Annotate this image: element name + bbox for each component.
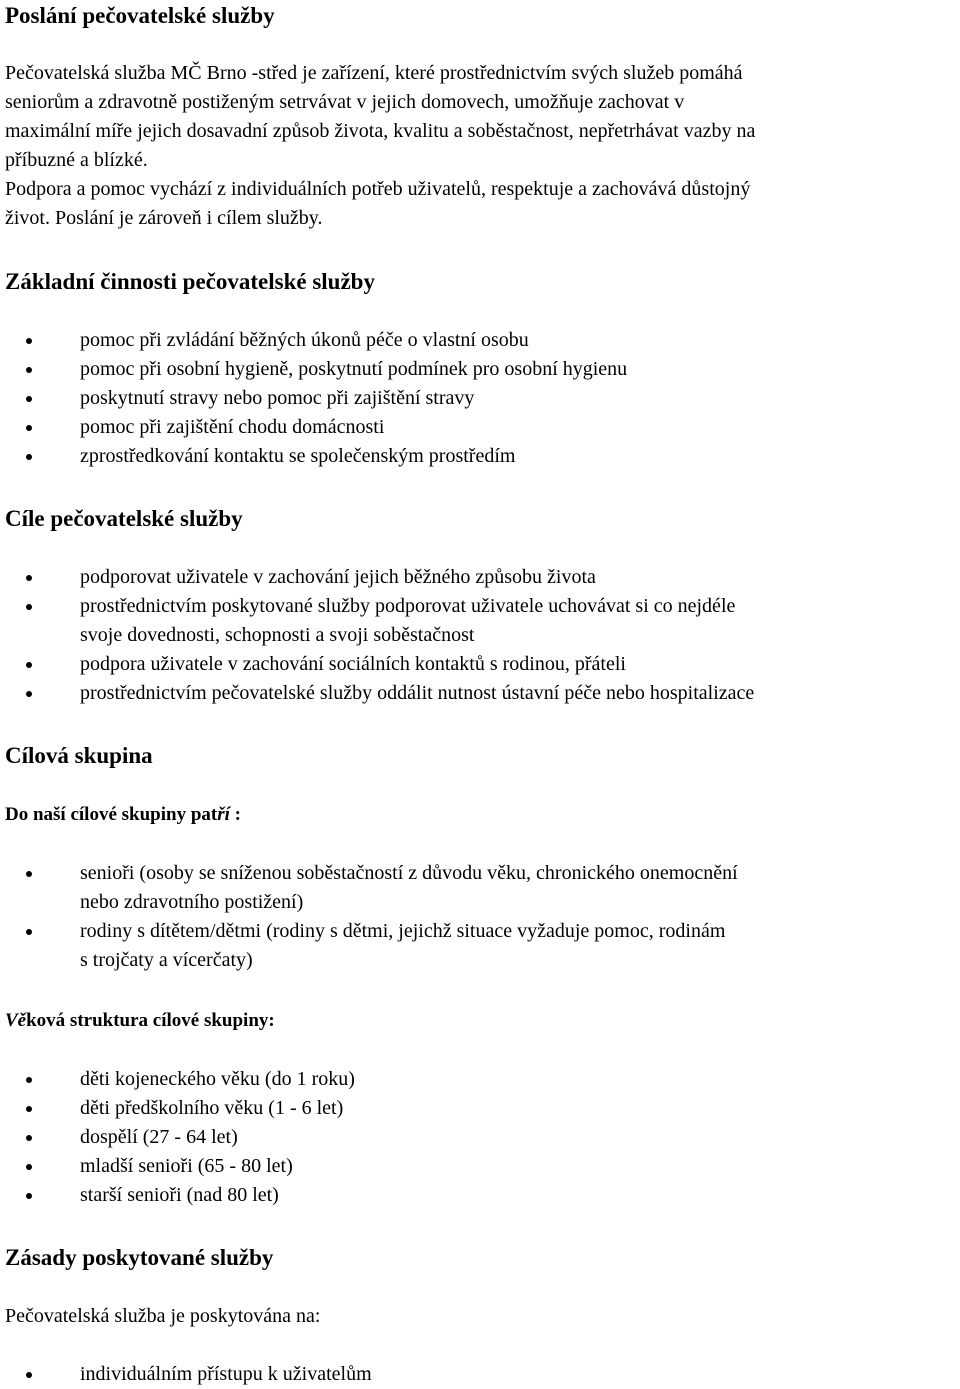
bullet-icon <box>26 454 32 460</box>
bullet-icon <box>26 604 32 610</box>
list-item-text: zprostředkování kontaktu se společenským prostředím <box>80 445 516 467</box>
list-item-text: prostřednictvím poskytované služby podporovat uživatele uchovávat si co nejdéle <box>80 595 736 617</box>
subheading-suffix: : <box>229 804 241 825</box>
list-item-text: starší senioři (nad 80 let) <box>80 1184 279 1206</box>
list-item <box>0 859 960 917</box>
heading-cile: Cíle pečovatelské služby <box>5 506 243 531</box>
list-item-text: pomoc při zvládání běžných úkonů péče o vlastní osobu <box>80 329 529 351</box>
zasady-intro-text: Pečovatelská služba je poskytována na: <box>5 1305 321 1327</box>
list-item <box>0 592 960 650</box>
bullet-icon <box>26 338 32 344</box>
list-item <box>0 650 960 679</box>
bullet-icon <box>26 1372 32 1378</box>
list-item <box>0 1152 960 1181</box>
list-item-text: prostřednictvím pečovatelské služby oddálit nutnost ústavní péče nebo hospitalizace <box>80 682 755 704</box>
list-item <box>0 326 960 355</box>
list-item <box>0 1123 960 1152</box>
list-item-text: pomoc při zajištění chodu domácnosti <box>80 416 385 438</box>
cinnosti-list <box>0 326 960 471</box>
list-item <box>0 442 960 471</box>
poslani-line: příbuzné a blízké. <box>5 149 148 171</box>
subheading-italic-text: ří <box>217 804 230 825</box>
list-item <box>0 1360 960 1389</box>
cilova-skupina-list <box>0 859 960 975</box>
bullet-icon <box>26 691 32 697</box>
list-item-text: děti předškolního věku (1 - 6 let) <box>80 1097 344 1119</box>
list-item <box>0 384 960 413</box>
bullet-icon <box>26 1193 32 1199</box>
subheading-text: ková struktura cílové skupiny: <box>26 1010 275 1031</box>
heading-zasady: Zásady poskytované služby <box>5 1245 274 1270</box>
list-item-text: s trojčaty a vícerčaty) <box>80 949 253 971</box>
list-item <box>0 413 960 442</box>
list-item <box>0 917 960 975</box>
list-item <box>0 1065 960 1094</box>
subheading-cilova-skupina <box>5 802 241 828</box>
list-item-text: dospělí (27 - 64 let) <box>80 1126 238 1148</box>
bullet-icon <box>26 425 32 431</box>
bullet-icon <box>26 1077 32 1083</box>
list-item <box>0 563 960 592</box>
list-item-text: děti kojeneckého věku (do 1 roku) <box>80 1068 355 1090</box>
bullet-icon <box>26 871 32 877</box>
subheading-vekova-struktura <box>5 1008 275 1034</box>
subheading-text: Do naší cílové skupiny pat <box>5 804 218 825</box>
poslani-line: život. Poslání je zároveň i cílem služby. <box>5 207 323 229</box>
bullet-icon <box>26 1164 32 1170</box>
list-item-text: individuálním přístupu k uživatelům <box>80 1363 372 1385</box>
list-item-text: rodiny s dítětem/dětmi (rodiny s dětmi, jejichž situace vyžaduje pomoc, rodinám <box>80 920 726 942</box>
bullet-icon <box>26 367 32 373</box>
heading-poslani: Poslání pečovatelské služby <box>5 3 275 28</box>
bullet-icon <box>26 575 32 581</box>
list-item-text: pomoc při osobní hygieně, poskytnutí podmínek pro osobní hygienu <box>80 358 628 380</box>
list-item <box>0 355 960 384</box>
list-item-text: senioři (osoby se sníženou soběstačností z důvodu věku, chronického onemocnění <box>80 862 738 884</box>
list-item-text: podporovat uživatele v zachování jejich běžného způsobu života <box>80 566 596 588</box>
heading-cilova-skupina: Cílová skupina <box>5 743 153 768</box>
list-item-text: mladší senioři (65 - 80 let) <box>80 1155 293 1177</box>
zasady-list <box>0 1360 960 1389</box>
poslani-line: seniorům a zdravotně postiženým setrvávat v jejich domovech, umožňuje zachovat v <box>5 91 685 113</box>
poslani-paragraph <box>5 59 955 233</box>
vekova-struktura-list <box>0 1065 960 1210</box>
list-item-text: svoje dovednosti, schopnosti a svoji soběstačnost <box>80 624 475 646</box>
bullet-icon <box>26 929 32 935</box>
list-item <box>0 1181 960 1210</box>
cile-list <box>0 563 960 708</box>
zasady-intro <box>5 1302 955 1331</box>
list-item <box>0 679 960 708</box>
list-item <box>0 1094 960 1123</box>
poslani-line: Podpora a pomoc vychází z individuálních potřeb uživatelů, respektuje a zachovává důstojný <box>5 178 751 200</box>
list-item-text: podpora uživatele v zachování sociálních kontaktů s rodinou, přáteli <box>80 653 626 675</box>
list-item-text: nebo zdravotního postižení) <box>80 891 304 913</box>
bullet-icon <box>26 662 32 668</box>
bullet-icon <box>26 396 32 402</box>
poslani-line: Pečovatelská služba MČ Brno -střed je zařízení, které prostřednictvím svých služeb pomáhá <box>5 62 743 84</box>
list-item-text: poskytnutí stravy nebo pomoc při zajištění stravy <box>80 387 475 409</box>
heading-cinnosti: Základní činnosti pečovatelské služby <box>5 269 375 294</box>
bullet-icon <box>26 1135 32 1141</box>
bullet-icon <box>26 1106 32 1112</box>
poslani-line: maximální míře jejich dosavadní způsob života, kvalitu a soběstačnost, nepřetrhávat vazby na <box>5 120 756 142</box>
subheading-italic-text: Vě <box>5 1010 27 1031</box>
